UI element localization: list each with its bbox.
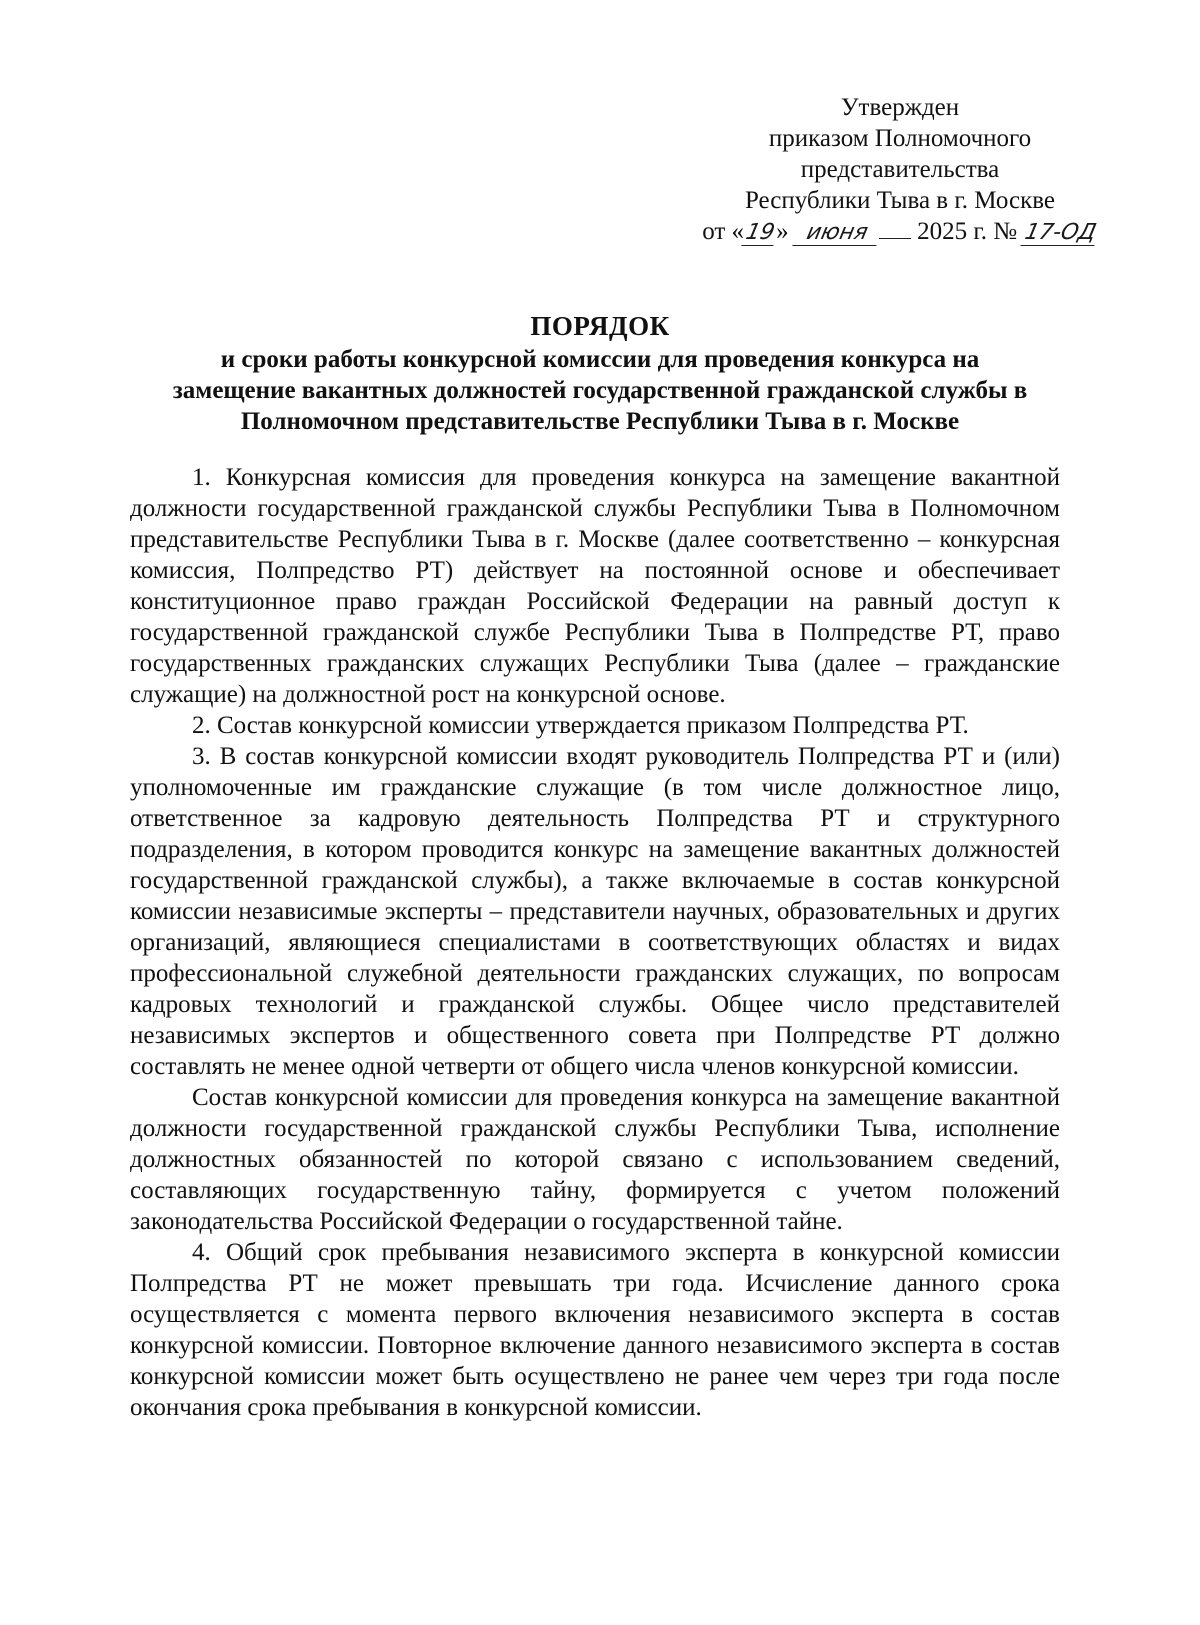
paragraph-1: 1. Конкурсная комиссия для проведения конкурса на замещение вакантной должности государственной гражданской службы Республики Тыва в Полномочном представительстве Республики Тыва в г. Москве (далее соответственно – конкурсная комиссия, Полпредство РТ) действует на постоянной основе и обеспечивает конституционное право граждан Российской Федерации на равный доступ к государственной гражданской службе Республики Тыва в Полпредстве РТ, право государственных гражданских служащих Республики Тыва (далее – гражданские служащие) на должностной рост на конкурсной основе. — [130, 464, 1060, 708]
approval-line-representation: представительства — [800, 156, 1000, 183]
document-subtitle-line-2: замещение вакантных должностей государственной гражданской службы в — [172, 377, 1028, 404]
document-title: ПОРЯДОК — [530, 311, 670, 341]
approval-stamp-block — [700, 92, 1100, 247]
approval-line-order: приказом Полномочного — [768, 125, 1032, 152]
handwritten-month: июня — [792, 221, 881, 246]
date-year: 2025 г. № — [917, 218, 1018, 245]
month-underline — [879, 218, 911, 239]
paragraph-3: 3. В состав конкурсной комиссии входят руководитель Полпредства РТ и (или) уполномоченные им гражданские служащие (в том числе должностное лицо, ответственное за кадровую деятельность Полпредства РТ и структурного подразделения, в котором проводится конкурс на замещение вакантных должностей государственной гражданской службы), а также включаемые в состав конкурсной комиссии независимые эксперты – представители научных, образовательных и других организаций, являющиеся специалистами в соответствующих областях и видах профессиональной служебной деятельности гражданских служащих, по вопросам кадровых технологий и гражданской службы. Общее число представителей независимых экспертов и общественного совета при Полпредстве РТ должно составлять не менее одной четверти от общего числа членов конкурсной комиссии. — [130, 743, 1060, 1080]
document-subtitle-line-3: Полномочном представительстве Республики Тыва в г. Москве — [240, 408, 960, 435]
approval-line-approved: Утвержден — [840, 94, 960, 121]
date-mid: » — [776, 218, 789, 245]
paragraph-3-continuation: Состав конкурсной комиссии для проведения конкурса на замещение вакантной должности государственной гражданской службы Республики Тыва, исполнение должностных обязанностей по которой связано с использованием сведений, составляющих государственную тайну, формируется с учетом положений законодательства Российской Федерации о государственной тайне. — [130, 1084, 1060, 1235]
date-prefix: от « — [702, 218, 745, 245]
handwritten-order-number: 17-ОД — [1021, 221, 1101, 246]
paragraph-4: 4. Общий срок пребывания независимого эксперта в конкурсной комиссии Полпредства РТ не может превышать три года. Исчисление данного срока осуществляется с момента первого включения независимого эксперта в состав конкурсной комиссии. Повторное включение данного независимого эксперта в состав конкурсной комиссии может быть осуществлено не ранее чем через три года после окончания срока пребывания в конкурсной комиссии. — [130, 1239, 1060, 1421]
paragraph-2: 2. Состав конкурсной комиссии утверждается приказом Полпредства РТ. — [192, 712, 969, 739]
approval-line-republic: Республики Тыва в г. Москве — [744, 187, 1056, 214]
approval-date-line — [700, 216, 1100, 247]
document-body — [130, 462, 1060, 1423]
handwritten-day: 19 — [741, 221, 778, 246]
document-subtitle-line-1: и сроки работы конкурсной комиссии для проведения конкурса на — [220, 346, 980, 373]
document-title-block — [130, 308, 1070, 437]
